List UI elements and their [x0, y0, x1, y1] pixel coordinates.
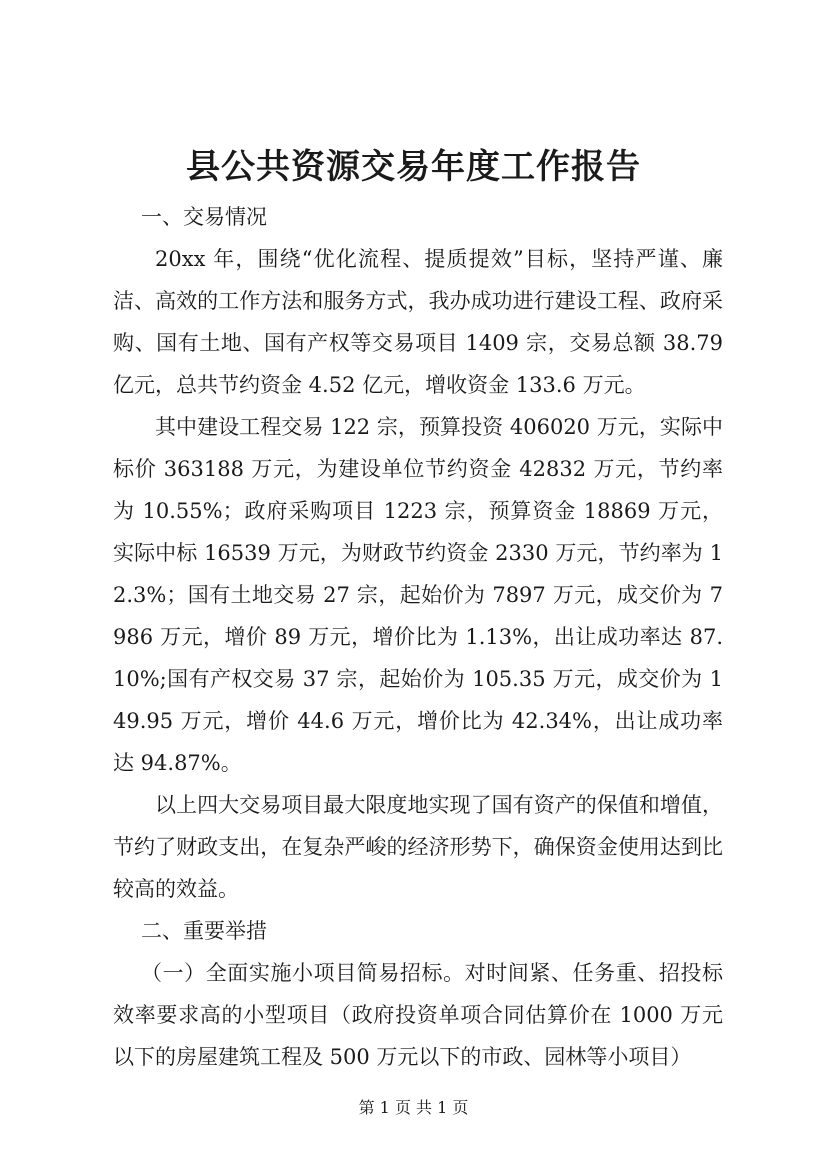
- paragraph-details: 其中建设工程交易 122 宗，预算投资 406020 万元，实际中标价 363188 万元，为建设单位节约资金 42832 万元，节约率为 10.55%；政府采购项目 1223 宗，预算资金 18869 万元，实际中标 16539 万元，为财政节约资金 2330 万元，节约率为 12.3%；国有土地交易 27 宗，起始价为 7897 万元，成交价为 7986 万元，增价 89 万元，增价比为 1.13%，出让成功率达 87.10%;国有产权交易 37 宗，起始价为 105.35 万元，成交价为 149.95 万元，增价 44.6 万元，增价比为 42.34%，出让成功率达 94.87%。: [113, 415, 723, 775]
- section-heading-transactions: 一、交易情况: [141, 205, 267, 229]
- document-title: 县公共资源交易年度工作报告: [186, 147, 641, 187]
- document-body: [113, 196, 723, 1078]
- paragraph-summary: 以上四大交易项目最大限度地实现了国有资产的保值和增值，节约了财政支出，在复杂严峻的经济形势下，确保资金使用达到比较高的效益。: [113, 793, 723, 901]
- section-heading-measures: 二、重要举措: [141, 919, 267, 943]
- paragraph-measure-1: （一）全面实施小项目简易招标。对时间紧、任务重、招投标效率要求高的小型项目（政府投资单项合同估算价在 1000 万元以下的房屋建筑工程及 500 万元以下的市政、园林等小项目）: [113, 961, 723, 1069]
- page-footer: 第 1 页 共 1 页: [358, 1098, 469, 1117]
- paragraph-overview: 20xx 年，围绕“优化流程、提质提效”目标，坚持严谨、廉洁、高效的工作方法和服务方式，我办成功进行建设工程、政府采购、国有土地、国有产权等交易项目 1409 宗，交易总额 38.79 亿元，总共节约资金 4.52 亿元，增收资金 133.6 万元。: [113, 247, 723, 397]
